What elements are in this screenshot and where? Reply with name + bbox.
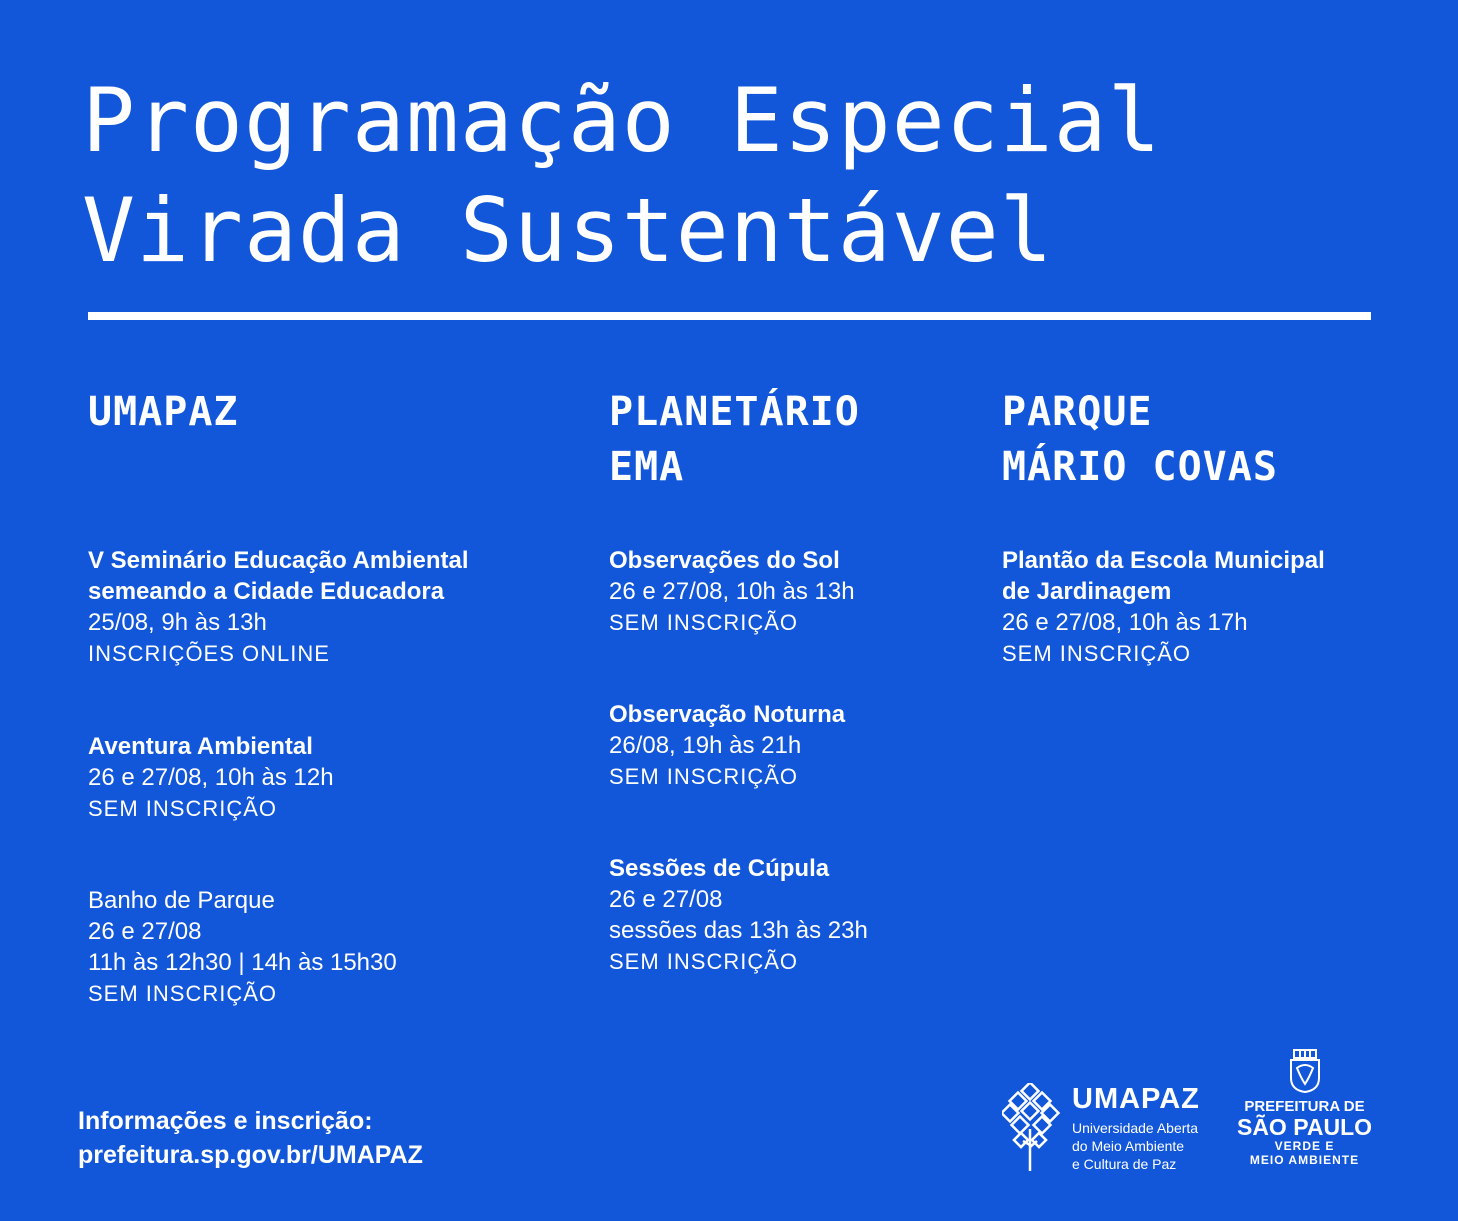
event-schedule: sessões das 13h às 23h [609, 917, 868, 944]
event-title: semeando a Cidade Educadora [88, 578, 445, 605]
event-schedule: 26 e 27/08 [88, 918, 202, 945]
event-registration: SEM INSCRIÇÃO [1002, 641, 1192, 666]
prefeitura-line-4: MEIO AMBIENTE [1249, 1153, 1360, 1167]
venue-column-planetario [609, 385, 969, 974]
event-item [1002, 545, 1422, 669]
umapaz-tree-icon [1002, 1083, 1060, 1173]
footer-label: Informações e inscrição: [78, 1107, 373, 1135]
event-registration: SEM INSCRIÇÃO [609, 764, 799, 789]
event-schedule: 26 e 27/08, 10h às 13h [609, 578, 855, 605]
event-schedule: 11h às 12h30 | 14h às 15h30 [88, 949, 397, 976]
event-item [88, 545, 568, 669]
venue-title: UMAPAZ [88, 389, 239, 435]
event-title: Sessões de Cúpula [609, 855, 830, 882]
event-registration: SEM INSCRIÇÃO [88, 796, 278, 821]
venue-column-parque [1002, 385, 1422, 666]
page-title [82, 66, 1162, 286]
event-title: de Jardinagem [1002, 578, 1172, 605]
prefeitura-line-3: VERDE E [1274, 1139, 1335, 1153]
venue-column-umapaz [88, 385, 568, 1006]
event-schedule: 25/08, 9h às 13h [88, 609, 267, 636]
title-line-1: Programação Especial [82, 69, 1162, 172]
event-item [88, 731, 568, 824]
event-schedule: 26 e 27/08, 10h às 12h [88, 764, 334, 791]
venue-title: PLANETÁRIO EMA [609, 389, 860, 490]
event-title: Observações do Sol [609, 547, 840, 574]
umapaz-logo-name: UMAPAZ [1072, 1083, 1200, 1115]
event-item [88, 885, 568, 1009]
event-title: Observação Noturna [609, 701, 846, 728]
event-schedule: 26 e 27/08, 10h às 17h [1002, 609, 1248, 636]
umapaz-logo-tagline: Universidade Aberta do Meio Ambiente e Cultura de Paz [1072, 1120, 1199, 1172]
event-registration: INSCRIÇÕES ONLINE [88, 641, 330, 666]
sao-paulo-crest-icon [1285, 1048, 1325, 1094]
event-item [609, 853, 969, 977]
prefeitura-line-1: PREFEITURA DE [1244, 1098, 1365, 1115]
footer-url[interactable]: prefeitura.sp.gov.br/UMAPAZ [78, 1141, 423, 1169]
event-title: Plantão da Escola Municipal [1002, 547, 1325, 574]
title-divider [88, 312, 1371, 320]
event-schedule: 26/08, 19h às 21h [609, 732, 802, 759]
event-item [609, 545, 969, 638]
event-item [609, 699, 969, 792]
event-registration: SEM INSCRIÇÃO [609, 949, 799, 974]
title-line-2: Virada Sustentável [82, 179, 1054, 282]
event-title: Banho de Parque [88, 887, 275, 914]
event-registration: SEM INSCRIÇÃO [609, 610, 799, 635]
event-schedule: 26 e 27/08 [609, 886, 723, 913]
event-title: Aventura Ambiental [88, 733, 313, 760]
umapaz-logo [1002, 1083, 1212, 1178]
prefeitura-logo [1232, 1048, 1377, 1178]
event-registration: SEM INSCRIÇÃO [88, 981, 278, 1006]
venue-title: PARQUE MÁRIO COVAS [1002, 389, 1278, 490]
event-title: V Seminário Educação Ambiental [88, 547, 469, 574]
prefeitura-line-2: SÃO PAULO [1236, 1114, 1373, 1140]
footer-info [78, 1104, 423, 1172]
